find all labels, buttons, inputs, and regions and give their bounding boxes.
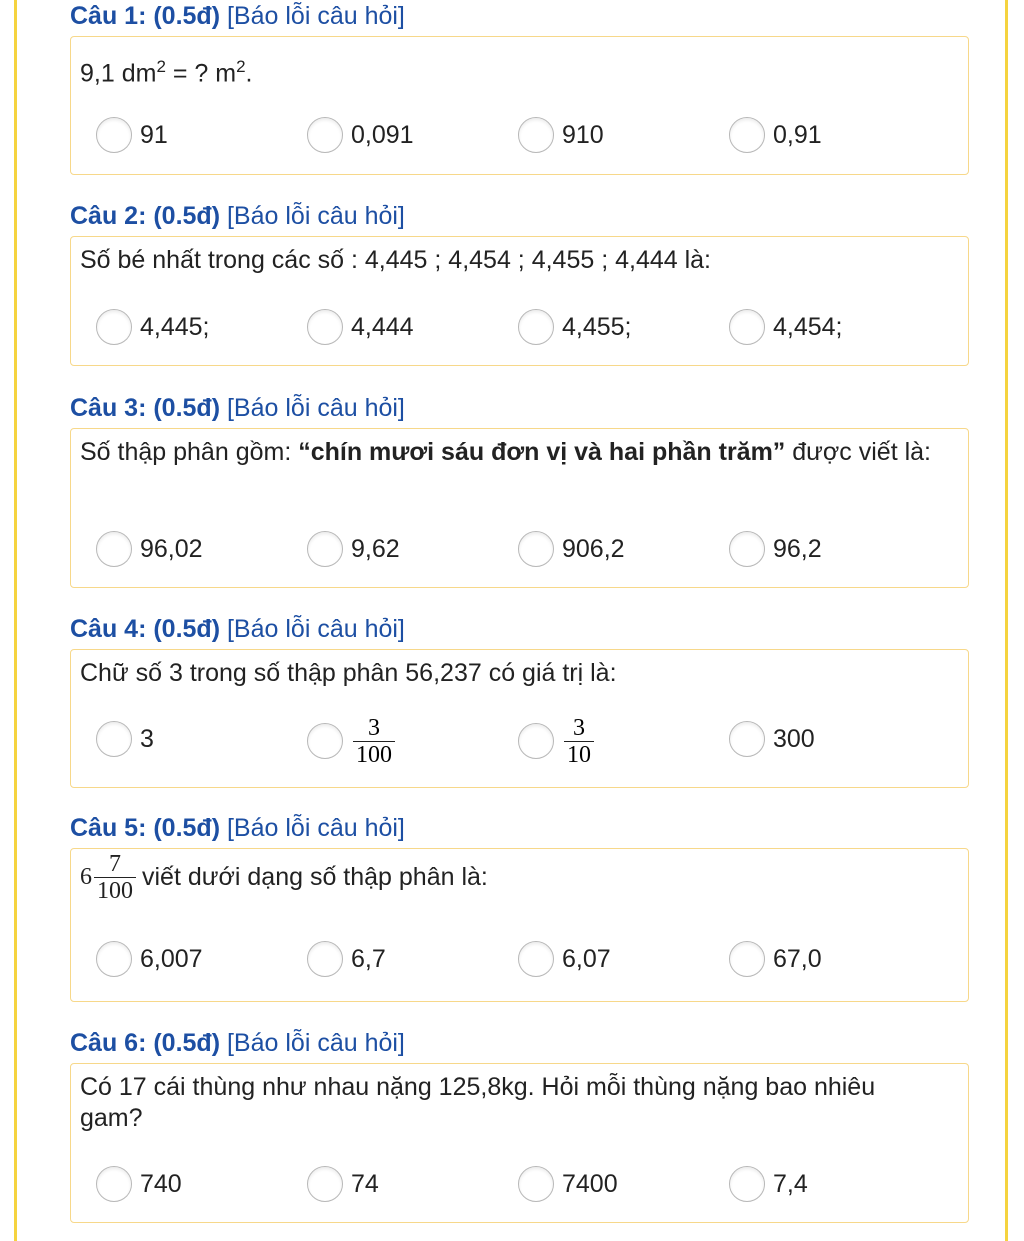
question-header [70,200,969,232]
radio-button[interactable] [96,941,132,977]
question-2 [70,204,969,366]
question-4 [70,617,969,788]
question-number: Câu 1: (0.5đ) [70,2,221,30]
option-b[interactable]: 6,7 [307,936,386,982]
question-number: Câu 3: (0.5đ) [70,394,221,422]
radio-button[interactable] [729,309,765,345]
mixed-number: 6 $\frac{7}{100}$ [80,851,136,904]
option-d[interactable]: 96,2 [729,526,822,572]
radio-button[interactable] [307,531,343,567]
radio-button[interactable] [729,117,765,153]
option-b[interactable]: 4,444 [307,304,414,350]
option-d[interactable]: 7,4 [729,1161,808,1207]
report-link[interactable]: [Báo lỗi câu hỏi] [226,394,405,422]
radio-button[interactable] [518,723,554,759]
question-header [70,1027,969,1059]
question-box [70,36,969,175]
radio-button[interactable] [96,309,132,345]
question-text: 9,1 $dm^2$ = ? $m^2$. [80,57,253,88]
radio-button[interactable] [729,941,765,977]
report-link[interactable]: [Báo lỗi câu hỏi] [226,615,405,643]
option-a[interactable]: 3 [96,716,154,762]
option-a[interactable]: 6,007 [96,936,203,982]
radio-button[interactable] [518,1166,554,1202]
question-box [70,1063,969,1223]
report-link[interactable]: [Báo lỗi câu hỏi] [226,2,405,30]
option-d[interactable]: 4,454; [729,304,843,350]
radio-button[interactable] [518,117,554,153]
radio-button[interactable] [307,117,343,153]
question-text: 6 $\frac{7}{100}$ viết dưới dạng số thập phân là: [80,851,488,904]
radio-button[interactable] [518,941,554,977]
radio-button[interactable] [729,721,765,757]
option-a[interactable]: 740 [96,1161,182,1207]
question-header [70,812,969,844]
question-number: Câu 2: (0.5đ) [70,202,221,230]
option-d[interactable]: 67,0 [729,936,822,982]
option-b[interactable]: 9,62 [307,526,400,572]
radio-button[interactable] [518,531,554,567]
radio-button[interactable] [96,1166,132,1202]
radio-button[interactable] [96,531,132,567]
radio-button[interactable] [307,309,343,345]
question-box [70,428,969,588]
question-box [70,848,969,1002]
question-number: Câu 4: (0.5đ) [70,615,221,643]
option-b[interactable]: 74 [307,1161,379,1207]
radio-button[interactable] [729,1166,765,1202]
radio-button[interactable] [518,309,554,345]
radio-button[interactable] [96,117,132,153]
fraction: $\frac{3}{10}$ [564,715,594,768]
question-text: Số thập phân gồm: “chín mươi sáu đơn vị và hai phần trăm” được viết là: [80,438,931,466]
option-b[interactable] [307,716,395,766]
question-6 [70,1031,969,1223]
question-1 [70,4,969,175]
option-a[interactable]: 96,02 [96,526,203,572]
option-c[interactable]: 910 [518,112,604,158]
option-d[interactable]: 300 [729,716,815,762]
question-text: Số bé nhất trong các số : 4,445 ; 4,454 ; 4,455 ; 4,444 là: [80,246,712,274]
question-header [70,613,969,645]
question-header [70,0,969,32]
question-5 [70,816,969,1002]
option-c[interactable] [518,716,594,766]
radio-button[interactable] [96,721,132,757]
radio-button[interactable] [307,941,343,977]
question-box [70,236,969,366]
option-a[interactable]: 4,445; [96,304,210,350]
option-c[interactable]: 906,2 [518,526,625,572]
radio-button[interactable] [307,1166,343,1202]
option-d[interactable]: 0,91 [729,112,822,158]
report-link[interactable]: [Báo lỗi câu hỏi] [226,814,405,842]
report-link[interactable]: [Báo lỗi câu hỏi] [226,1029,405,1057]
option-c[interactable]: 7400 [518,1161,618,1207]
report-link[interactable]: [Báo lỗi câu hỏi] [226,202,405,230]
question-text: Có 17 cái thùng như nhau nặng 125,8kg. Hỏi mỗi thùng nặng bao nhiêu gam? [80,1073,876,1132]
option-c[interactable]: 4,455; [518,304,632,350]
question-text: Chữ số 3 trong số thập phân 56,237 có giá trị là: [80,659,617,687]
question-number: Câu 6: (0.5đ) [70,1029,221,1057]
option-a[interactable]: 91 [96,112,168,158]
radio-button[interactable] [307,723,343,759]
radio-button[interactable] [729,531,765,567]
fraction: $\frac{3}{100}$ [353,715,395,768]
question-header [70,392,969,424]
question-3 [70,396,969,588]
question-box [70,649,969,788]
option-b[interactable]: 0,091 [307,112,414,158]
option-c[interactable]: 6,07 [518,936,611,982]
question-number: Câu 5: (0.5đ) [70,814,221,842]
